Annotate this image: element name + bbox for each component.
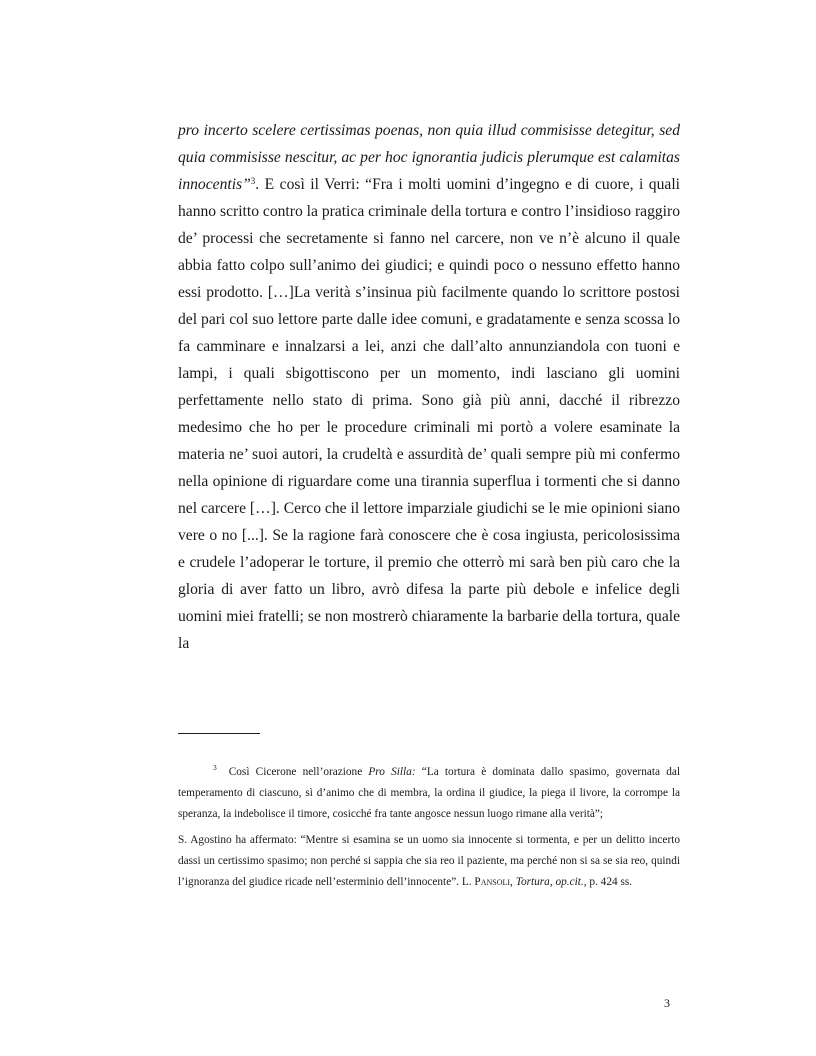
citation-separator: , [510, 876, 516, 888]
footnote-3-agostino [178, 830, 680, 893]
footnote-separator [178, 733, 260, 734]
footnote-text-after: “La tortura è dominata dallo spasimo, governata dal temperamento di ciascuno, sì d’animo che di membra, la ordina il giudice, la piega il livore, la corrompe la speranza, la indebolisce il timore, cosicché fra tante angosce nessun luogo rimane alla verità”; [178, 766, 681, 820]
footnote-reference[interactable]: 3 [250, 176, 256, 186]
footnote-3-cicerone [178, 762, 680, 825]
footnote-text-before: Così Cicerone nell’orazione [228, 766, 369, 778]
citation-author: Pansoli [474, 876, 511, 888]
latin-quote: pro incerto scelere certissimas poenas, non quia illud commisisse detegitur, sed quia commisisse nescitur, ac per hoc ignorantia judicis plerumque est calamitas innocentis” [178, 122, 680, 193]
main-paragraph [178, 117, 680, 657]
citation-opcit: op.cit., [555, 876, 587, 888]
footnote-work-title: Pro Silla: [368, 766, 416, 778]
citation-work: Tortura [515, 876, 550, 888]
footnote-number: 3 [213, 763, 217, 772]
citation-pages: p. 424 ss. [586, 876, 633, 888]
footnote-block [178, 762, 680, 893]
citation-separator: , [549, 876, 556, 888]
page-number: 3 [664, 996, 670, 1010]
footnote-agostino-text: S. Agostino ha affermato: “Mentre si esamina se un uomo sia innocente si tormenta, e per un delitto incerto dassi un certissimo spasimo; non perché si sappia che sia reo il paziente, ma perché non si sa se sia reo, quindi l’ignoranza del giudice ricade nell’esterminio dell’innocente”. L. [178, 834, 680, 888]
paragraph-text: . E così il Verri: “Fra i molti uomini d’ingegno e di cuore, i quali hanno scritto contro la pratica criminale della tortura e contro l’insidioso raggiro de’ processi che secretamente si fanno nel carcere, non ve n’è alcuno il quale abbia fatto colpo sull’animo dei giudici; e quindi poco o nessuno effetto hanno essi prodotto. […]La verità s’insinua più facilmente quando lo scrittore postosi del pari col suo lettore parte dalle idee comuni, e gradatamente e senza scossa lo fa camminare e innalzarsi a lei, anzi che dall’alto annunziandola con tuoni e lampi, i quali sbigottiscono per un momento, indi lasciano gli uomini perfettamente nello stato di prima. Sono già più anni, dacché il ribrezzo medesimo che ho per le procedure criminali mi portò a volere esaminate la materia ne’ suoi autori, la crudeltà e assurdità de’ quali sempre più mi confermo nella opinione di riguardare come una tirannia superflua i tormenti che si danno nel carcere […]. Cerco che il lettore imparziale giudichi se le mie opinioni siano vere o no [...]. Se la ragione farà conoscere che è cosa ingiusta, pericolosissima e crudele l’adoperar le torture, il premio che otterrò mi sarà ben più caro che la gloria di aver fatto un libro, avrò difesa la parte più debole e infelice degli uomini miei fratelli; se non mostrerò chiaramente la barbarie della tortura, quale la [178, 176, 680, 652]
